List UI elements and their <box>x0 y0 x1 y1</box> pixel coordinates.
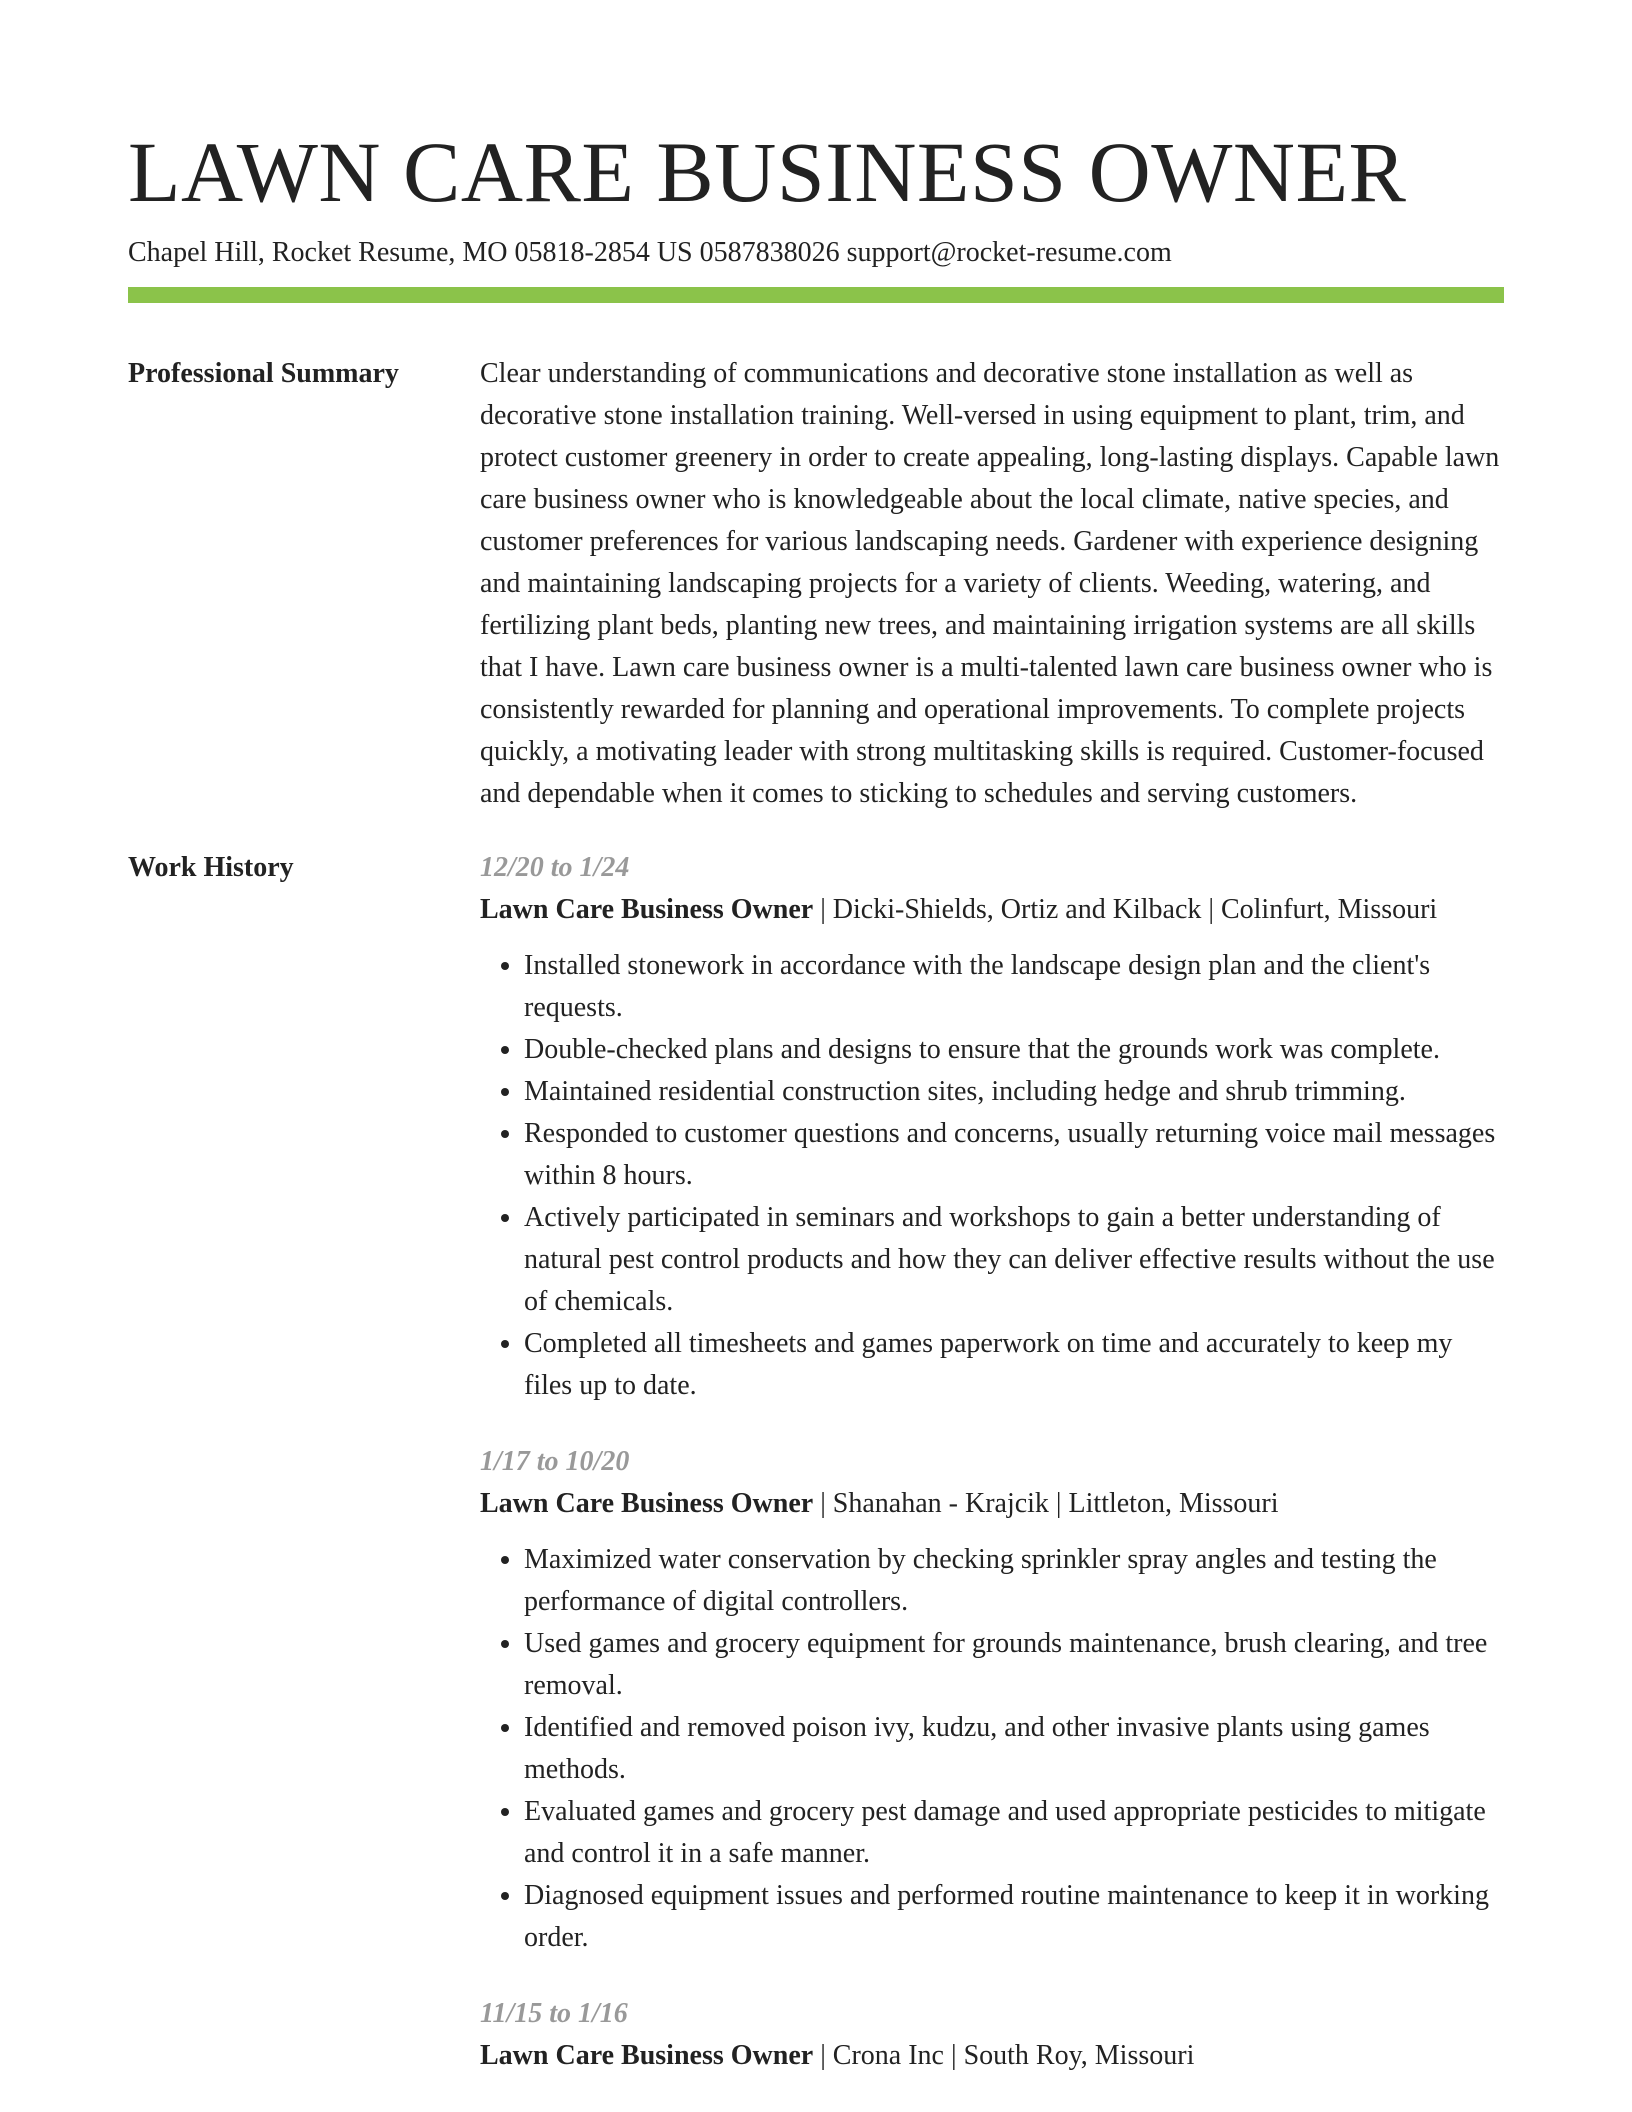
list-item: • Responded to customer questions and concerns, usually returning voice mail messages within 8 hours. <box>524 1113 1504 1197</box>
job-heading <box>480 1483 1504 1525</box>
job-title: Lawn Care Business Owner <box>480 1488 814 1519</box>
job-employer-location: | Shanahan - Krajcik | Littleton, Missouri <box>813 1488 1279 1519</box>
job-entry <box>480 1993 1504 2077</box>
list-item: • Double-checked plans and designs to ensure that the grounds work was complete. <box>524 1029 1504 1071</box>
job-heading <box>480 889 1504 931</box>
list-item: • Maximized water conservation by checking sprinkler spray angles and testing the performance of digital controllers. <box>524 1539 1504 1623</box>
summary-text: Clear understanding of communications and decorative stone installation as well as decorative stone installation training. Well-versed in using equipment to plant, trim, and protect customer greenery in order to create appealing, long-lasting displays. Capable lawn care business owner who is knowledgeable about the local climate, native species, and customer preferences for various landscaping needs. Gardener with experience designing and maintaining landscaping projects for a variety of clients. Weeding, watering, and fertilizing plant beds, planting new trees, and maintaining irrigation systems are all skills that I have. Lawn care business owner is a multi-talented lawn care business owner who is consistently rewarded for planning and operational improvements. To complete projects quickly, a motivating leader with strong multitasking skills is required. Customer-focused and dependable when it comes to sticking to schedules and serving customers. <box>480 358 1500 809</box>
work-history-section <box>128 847 1504 2111</box>
section-label-summary: Professional Summary <box>128 358 399 389</box>
list-item: • Identified and removed poison ivy, kudzu, and other invasive plants using games methods. <box>524 1707 1504 1791</box>
list-item: • Completed all timesheets and games paperwork on time and accurately to keep my files up to date. <box>524 1323 1504 1407</box>
resume-page <box>128 0 1504 2111</box>
list-item: • Maintained residential construction sites, including hedge and shrub trimming. <box>524 1071 1504 1113</box>
job-title: Lawn Care Business Owner <box>480 894 814 925</box>
job-entry <box>480 847 1504 1407</box>
contact-line: Chapel Hill, Rocket Resume, MO 05818-2854 US 0587838026 support@rocket-resume.com <box>128 237 1172 268</box>
summary-body <box>480 353 1504 815</box>
job-dates: 11/15 to 1/16 <box>480 1998 628 2029</box>
job-entry <box>480 1441 1504 1959</box>
resume-name: LAWN CARE BUSINESS OWNER <box>128 124 1407 220</box>
job-dates: 12/20 to 1/24 <box>480 852 630 883</box>
list-item: • Actively participated in seminars and workshops to gain a better understanding of natural pest control products and how they can deliver effective results without the use of chemicals. <box>524 1197 1504 1323</box>
job-employer-location: | Dicki-Shields, Ortiz and Kilback | Colinfurt, Missouri <box>813 894 1438 925</box>
job-title: Lawn Care Business Owner <box>480 2040 814 2071</box>
job-bullet-list <box>480 945 1504 1407</box>
list-item: • Evaluated games and grocery pest damage and used appropriate pesticides to mitigate and control it in a safe manner. <box>524 1791 1504 1875</box>
job-bullet-list <box>480 1539 1504 1959</box>
list-item: • Diagnosed equipment issues and performed routine maintenance to keep it in working order. <box>524 1875 1504 1959</box>
list-item: • Installed stonework in accordance with the landscape design plan and the client's requests. <box>524 945 1504 1029</box>
list-item: • Used games and grocery equipment for grounds maintenance, brush clearing, and tree removal. <box>524 1623 1504 1707</box>
job-heading <box>480 2035 1504 2077</box>
job-dates: 1/17 to 10/20 <box>480 1446 630 1477</box>
work-history-list <box>480 847 1504 2111</box>
accent-divider <box>128 287 1504 303</box>
job-employer-location: | Crona Inc | South Roy, Missouri <box>813 2040 1195 2071</box>
professional-summary-section <box>128 353 1504 815</box>
section-label-work: Work History <box>128 852 294 883</box>
